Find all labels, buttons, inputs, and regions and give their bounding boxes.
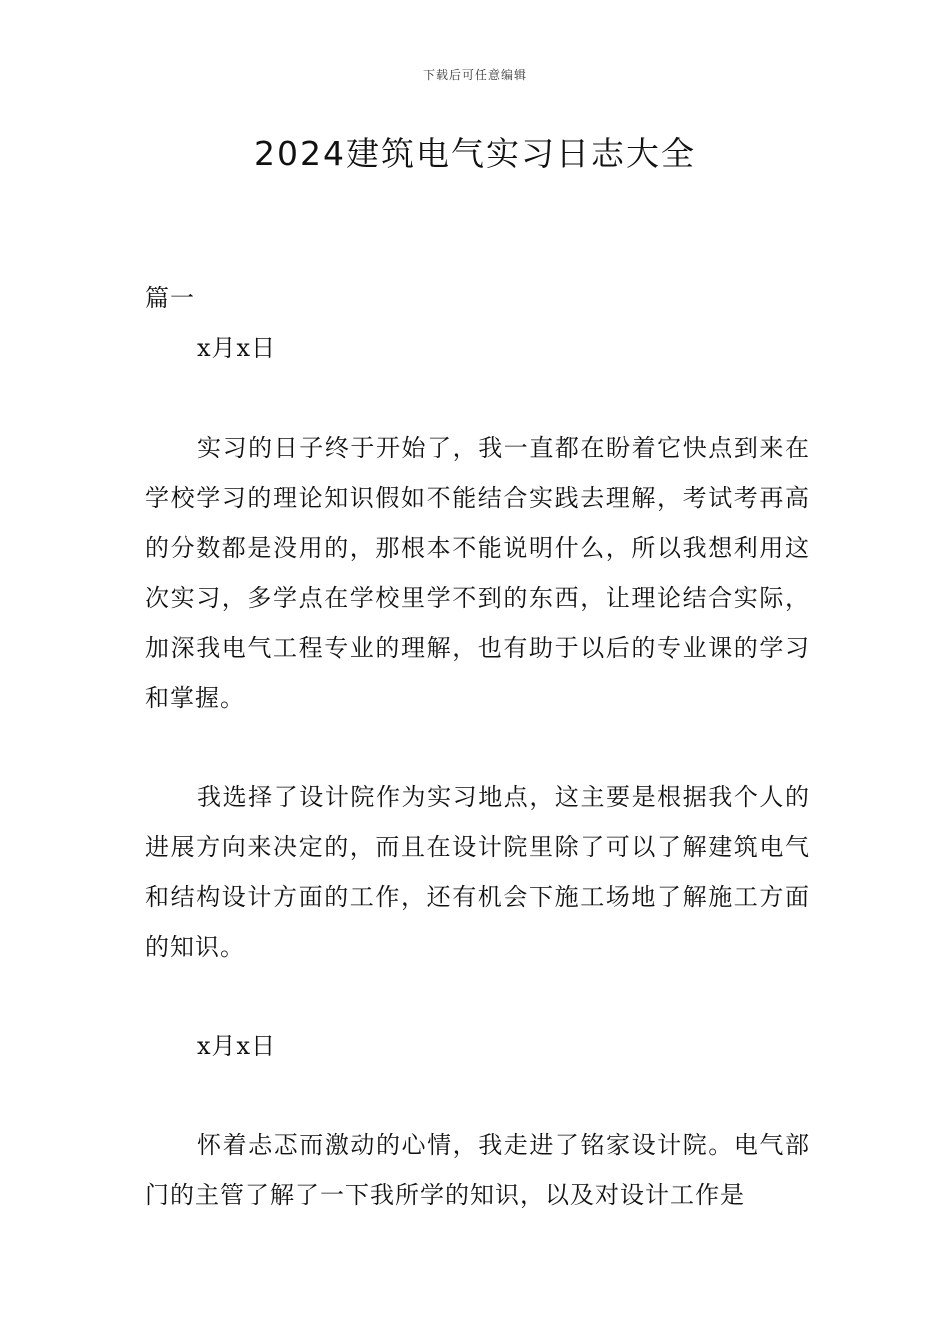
body-paragraph: 怀着忐忑而激动的心情，我走进了铭家设计院。电气部门的主管了解了一下我所学的知识，以及对设计工作是: [145, 1131, 810, 1209]
section-label: 篇一: [145, 284, 195, 312]
body-paragraph: 我选择了设计院作为实习地点，这主要是根据我个人的进展方向来决定的，而且在设计院里除了可以了解建筑电气和结构设计方面的工作，还有机会下施工场地了解施工方面的知识。: [145, 783, 810, 961]
header-note: 下载后可任意编辑: [422, 68, 527, 82]
body-paragraph: 实习的日子终于开始了，我一直都在盼着它快点到来在学校学习的理论知识假如不能结合实践去理解，考试考再高的分数都是没用的，那根本不能说明什么，所以我想利用这次实习，多学点在学校里学不到的东西，让理论结合实际，加深我电气工程专业的理解，也有助于以后的专业课的学习和掌握。: [145, 434, 810, 712]
document-title: 2024建筑电气实习日志大全: [254, 134, 696, 173]
entry-date: x月x日: [197, 1032, 277, 1060]
entry-date: x月x日: [197, 334, 277, 362]
